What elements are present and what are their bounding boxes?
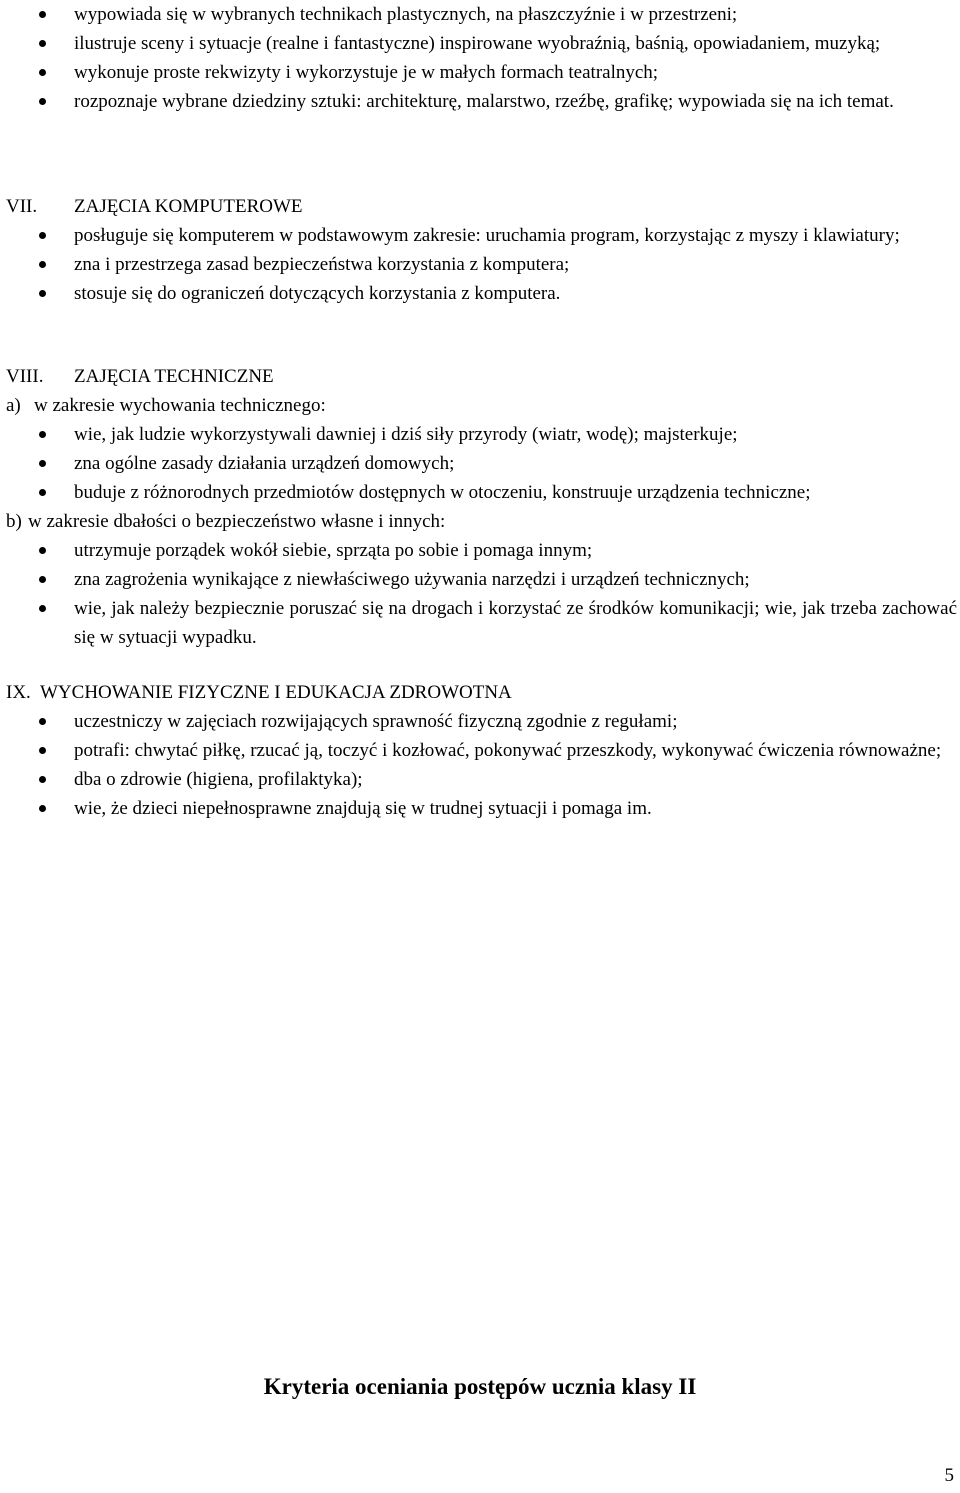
subsection-b-list xyxy=(0,536,957,652)
subsection-a-list xyxy=(0,420,957,507)
bullet-icon xyxy=(39,718,46,725)
list-item: wie, jak ludzie wykorzystywali dawniej i dziś siły przyrody (wiatr, wodę); majsterkuje; xyxy=(0,420,957,449)
bullet-icon xyxy=(39,11,46,18)
bullet-icon xyxy=(39,489,46,496)
section-9 xyxy=(0,678,957,823)
bullet-icon xyxy=(39,40,46,47)
section-9-list xyxy=(0,707,957,823)
subsection-text: w zakresie wychowania technicznego: xyxy=(34,395,326,416)
list-item: zna ogólne zasady działania urządzeń domowych; xyxy=(0,449,957,478)
section-7 xyxy=(0,192,957,308)
bullet-icon xyxy=(39,747,46,754)
list-item: zna i przestrzega zasad bezpieczeństwa korzystania z komputera; xyxy=(0,250,957,279)
section-number: IX. xyxy=(6,682,31,703)
section-title: ZAJĘCIA KOMPUTEROWE xyxy=(74,196,303,217)
section-7-list xyxy=(0,221,957,308)
section-title: ZAJĘCIA TECHNICZNE xyxy=(74,366,274,387)
subsection-a-heading xyxy=(0,391,957,420)
list-item: wie, że dzieci niepełnosprawne znajdują się w trudnej sytuacji i pomaga im. xyxy=(0,794,957,823)
list-item: zna zagrożenia wynikające z niewłaściwego używania narzędzi i urządzeń technicznych; xyxy=(0,565,957,594)
list-item: buduje z różnorodnych przedmiotów dostępnych w otoczeniu, konstruuje urządzenia techniczne; xyxy=(0,478,957,507)
list-item: utrzymuje porządek wokół siebie, sprząta po sobie i pomaga innym; xyxy=(0,536,957,565)
bullet-icon xyxy=(39,232,46,239)
list-item: ilustruje sceny i sytuacje (realne i fantastyczne) inspirowane wyobraźnią, baśnią, opowiadaniem, muzyką; xyxy=(0,29,957,58)
section-heading xyxy=(0,192,957,221)
kryteria-heading: Kryteria oceniania postępów ucznia klasy II xyxy=(263,1374,697,1399)
list-item: potrafi: chwytać piłkę, rzucać ją, toczyć i kozłować, pokonywać przeszkody, wykonywać ćwiczenia równoważne; xyxy=(0,736,957,765)
subsection-text: w zakresie dbałości o bezpieczeństwo własne i innych: xyxy=(28,511,446,532)
list-item: rozpoznaje wybrane dziedziny sztuki: architekturę, malarstwo, rzeźbę, grafikę; wypowiada się na ich temat. xyxy=(0,87,957,116)
list-item: stosuje się do ograniczeń dotyczących korzystania z komputera. xyxy=(0,279,957,308)
list-item: wypowiada się w wybranych technikach plastycznych, na płaszczyźnie i w przestrzeni; xyxy=(0,0,957,29)
section-number: VII. xyxy=(6,196,38,217)
bullet-icon xyxy=(39,290,46,297)
list-item: wykonuje proste rekwizyty i wykorzystuje je w małych formach teatralnych; xyxy=(0,58,957,87)
bullet-icon xyxy=(39,805,46,812)
page-number: 5 xyxy=(944,1465,954,1486)
bullet-icon xyxy=(39,776,46,783)
section-number: VIII. xyxy=(6,366,44,387)
bullet-icon xyxy=(39,261,46,268)
section-title: WYCHOWANIE FIZYCZNE I EDUKACJA ZDROWOTNA xyxy=(40,682,512,703)
bullet-icon xyxy=(39,605,46,612)
intro-list xyxy=(0,0,957,116)
bullet-icon xyxy=(39,69,46,76)
subsection-label: b) xyxy=(6,511,22,532)
list-item: uczestniczy w zajęciach rozwijających sprawność fizyczną zgodnie z regułami; xyxy=(0,707,957,736)
subsection-b-heading xyxy=(0,507,957,536)
bullet-icon xyxy=(39,98,46,105)
list-item: dba o zdrowie (higiena, profilaktyka); xyxy=(0,765,957,794)
section-heading xyxy=(0,678,957,707)
bullet-icon xyxy=(39,576,46,583)
list-item: wie, jak należy bezpiecznie poruszać się na drogach i korzystać ze środków komunikacji; wie, jak trzeba zachować się w sytuacji wypadku. xyxy=(0,594,957,652)
section-8 xyxy=(0,362,957,652)
bullet-icon xyxy=(39,460,46,467)
section-heading xyxy=(0,362,957,391)
bullet-icon xyxy=(39,431,46,438)
list-item: posługuje się komputerem w podstawowym zakresie: uruchamia program, korzystając z myszy i klawiatury; xyxy=(0,221,957,250)
subsection-label: a) xyxy=(6,395,21,416)
bullet-icon xyxy=(39,547,46,554)
